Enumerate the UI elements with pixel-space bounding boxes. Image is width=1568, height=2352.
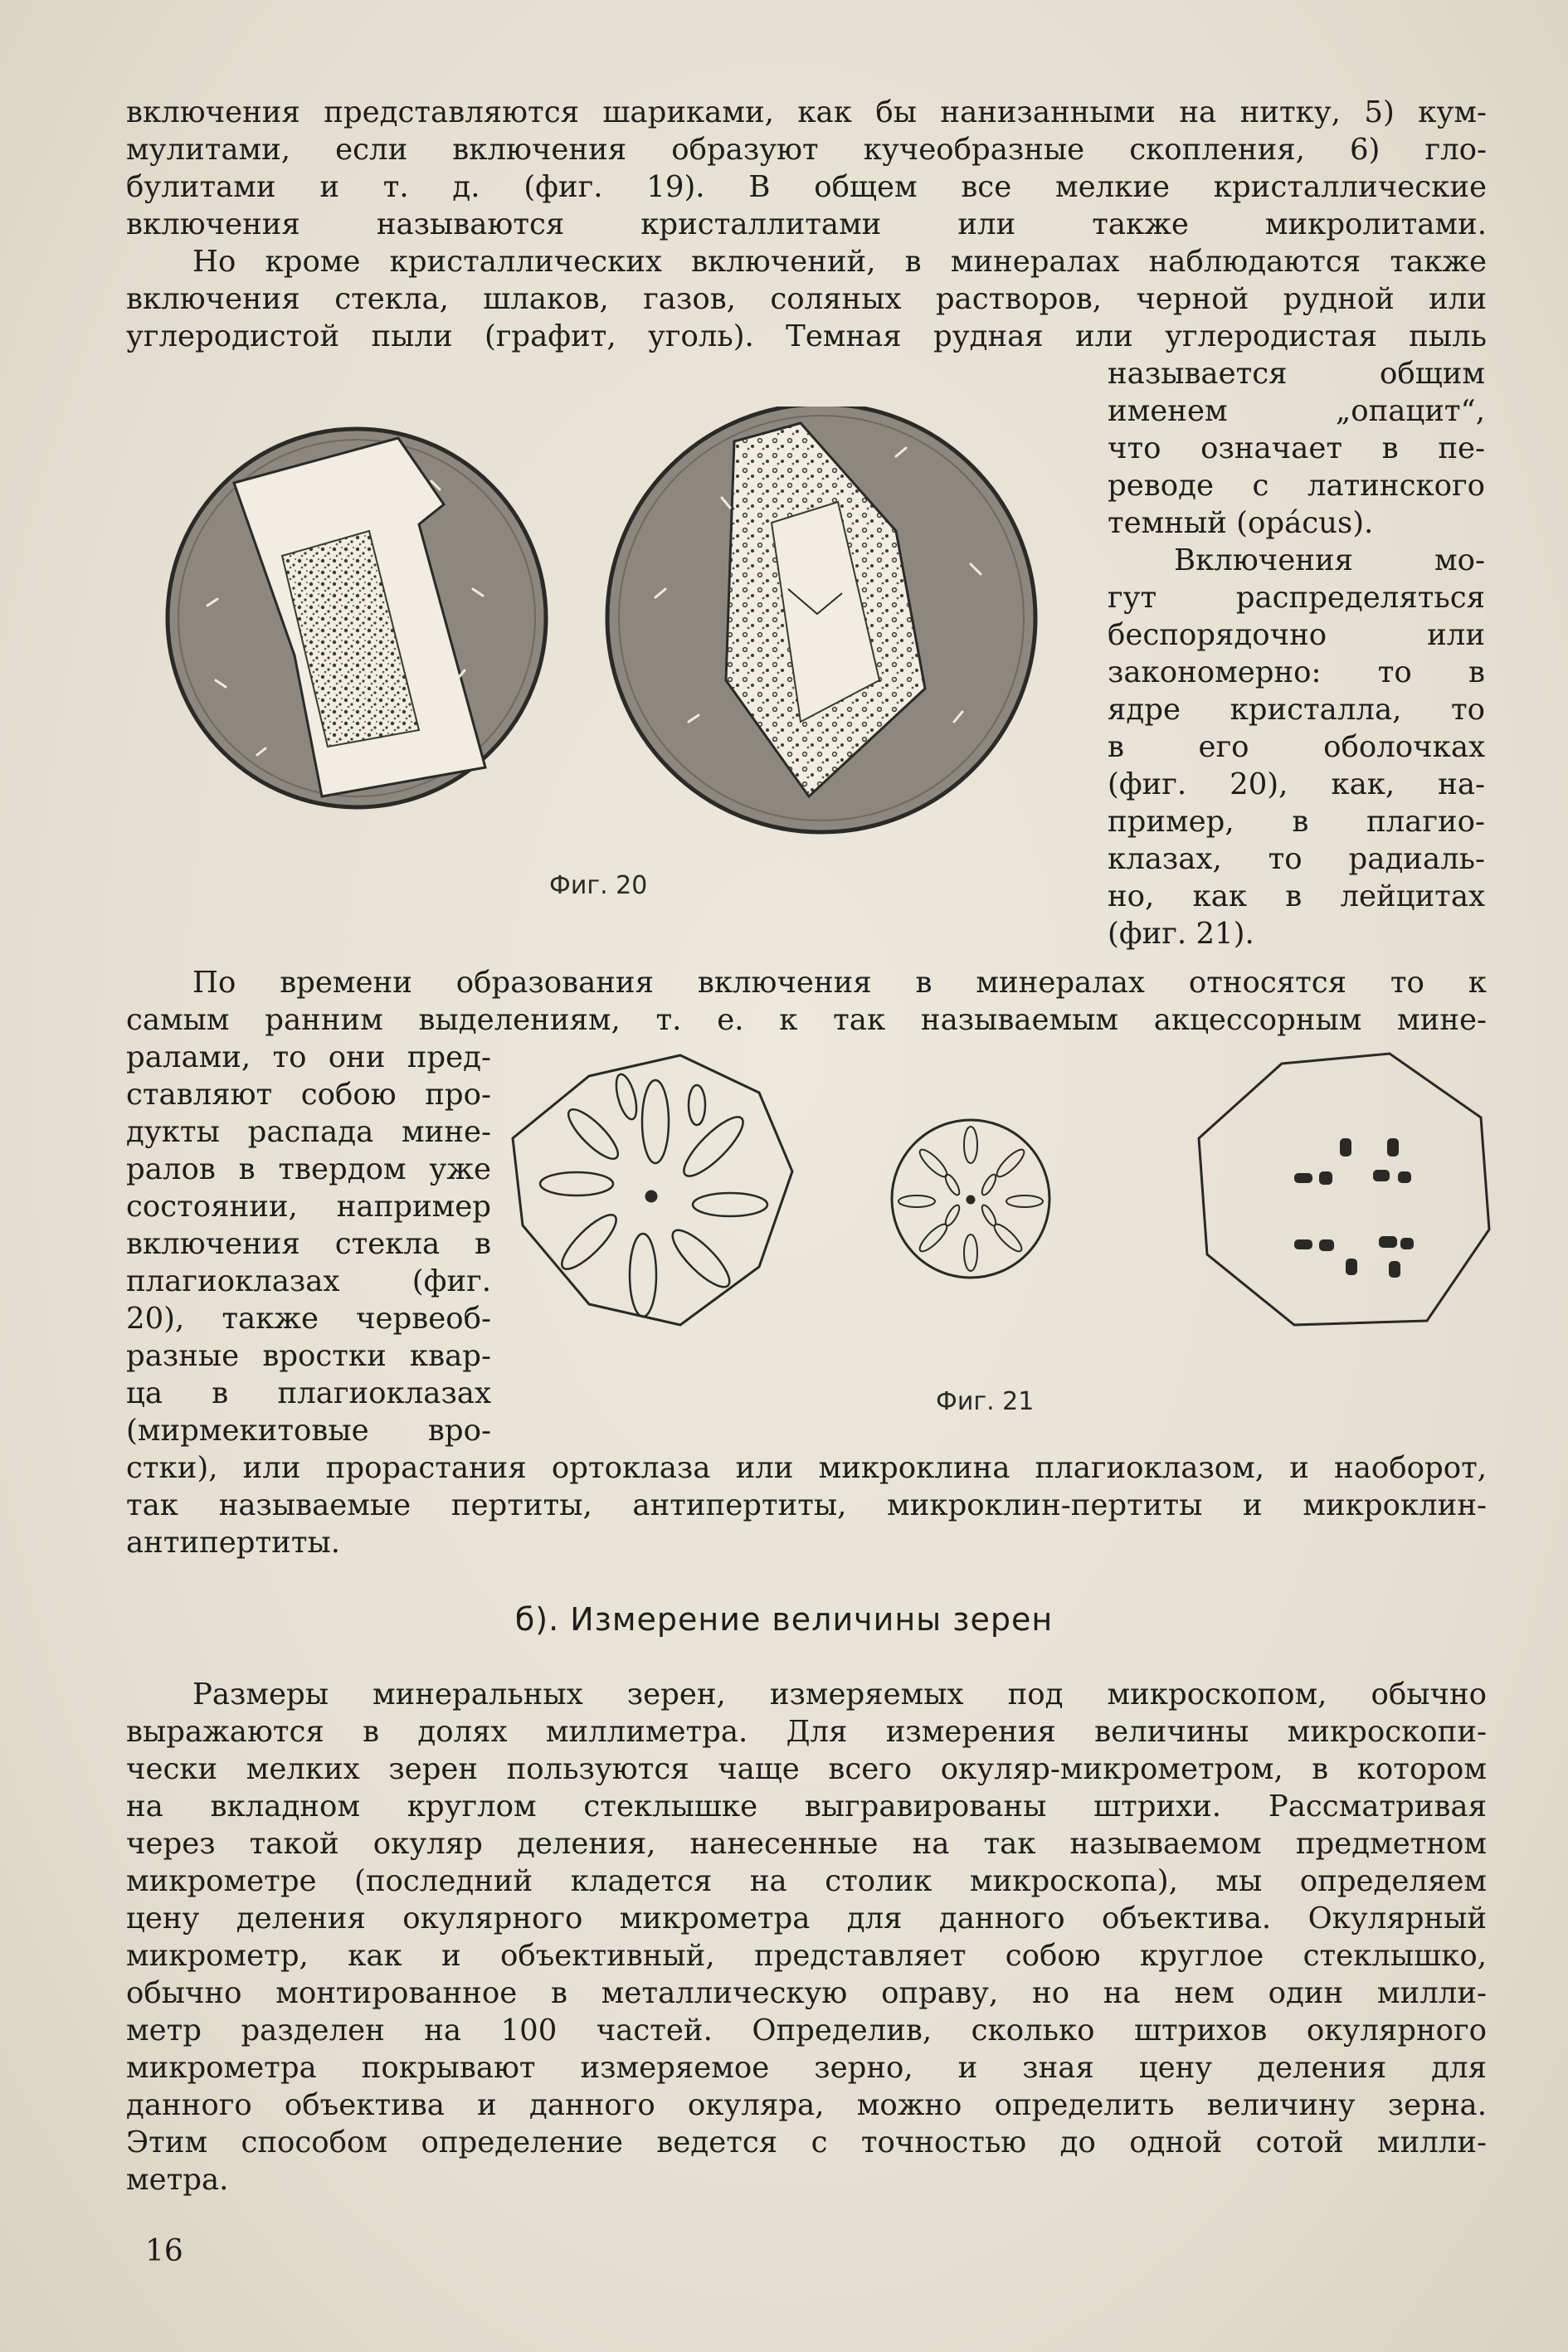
figure-20-caption: Фиг. 20 (549, 871, 648, 900)
text-line: в его оболочках (1108, 730, 1485, 764)
text-line: реводе с латинского (1108, 469, 1485, 503)
text-line: но, как в лейцитах (1108, 879, 1485, 913)
text-line: клазах, то радиаль- (1108, 842, 1485, 876)
text-line: выражаются в долях миллиметра. Для измерения величины микроскопи- (126, 1715, 1487, 1749)
text-line: микрометре (последний кладется на столик микроскопа), мы определяем (126, 1864, 1487, 1898)
leucite-round-grain (892, 1120, 1049, 1278)
paragraph-1 (126, 94, 1487, 243)
text-line: микрометра покрывают измеряемое зерно, и зная цену деления для (126, 2051, 1487, 2085)
leucite-octagon-cross (1199, 1054, 1489, 1325)
text-line: ядре кристалла, то (1108, 693, 1485, 727)
text-line: включения представляются шариками, как бы нанизанными на нитку, 5) кум- (126, 95, 1487, 129)
text-line: ставляют собою про- (126, 1078, 491, 1112)
text-line: Размеры минеральных зерен, измеряемых под микроскопом, обычно (192, 1678, 1487, 1712)
text-line: (фиг. 21). (1108, 917, 1254, 951)
text-line: что означает в пе- (1108, 431, 1485, 465)
text-line: антипертиты. (126, 1526, 340, 1560)
figure-21-caption: Фиг. 21 (936, 1387, 1035, 1416)
text-line: данного объектива и данного окуляра, можно определить величину зерна. (126, 2088, 1487, 2122)
text-line: состоянии, например (126, 1190, 491, 1224)
text-line: так называемые пертиты, антипертиты, микроклин-пертиты и микроклин- (126, 1488, 1487, 1522)
text-line: называется общим (1108, 357, 1485, 391)
text-line: включения стекла в (126, 1227, 491, 1261)
paragraph-4 (126, 1676, 1487, 2199)
text-line: именем „опацит“, (1108, 394, 1485, 428)
text-line: По времени образования включения в минералах относятся то к (192, 966, 1487, 1000)
text-line: беспорядочно или (1108, 618, 1485, 652)
paragraph-3-continued (126, 1449, 1487, 1561)
text-line: плагиоклазах (фиг. (126, 1264, 491, 1298)
text-line: обычно монтированное в металлическую оправу, но на нем один милли- (126, 1976, 1487, 2010)
micrograph-zoned-crystal-right (607, 407, 1035, 832)
text-line: дукты распада мине- (126, 1115, 491, 1149)
figure-20-illustration (158, 407, 1087, 838)
text-line: метр разделен на 100 частей. Определив, сколько штрихов окулярного (126, 2014, 1487, 2048)
text-line: мулитами, если включения образуют кучеобразные скопления, 6) гло- (126, 133, 1487, 167)
figure-21-illustration (506, 1047, 1502, 1379)
text-line: цену деления окулярного микрометра для данного объектива. Окулярный (126, 1902, 1487, 1936)
text-line: включения стекла, шлаков, газов, соляных растворов, черной рудной или (126, 282, 1487, 316)
paragraph-2 (126, 243, 1487, 355)
text-line: через такой окуляр деления, нанесенные на так называемом предметном (126, 1827, 1487, 1861)
text-line: ралов в твердом уже (126, 1152, 491, 1186)
text-line: включения называются кристаллитами или также микролитами. (126, 207, 1487, 241)
text-line: самым ранним выделениям, т. е. к так называемым акцессорным мине- (126, 1003, 1487, 1037)
section-heading: б). Измерение величины зерен (514, 1601, 1054, 1638)
text-line: закономерно: то в (1108, 655, 1485, 689)
text-line: (фиг. 20), как, на- (1108, 767, 1485, 801)
text-line: микрометр, как и объективный, представляет собою круглое стеклышко, (126, 1939, 1487, 1973)
text-line: стки), или прорастания ортоклаза или микроклина плагиоклазом, и наоборот, (126, 1451, 1487, 1485)
leucite-octagon-radial (513, 1055, 792, 1325)
text-line: булитами и т. д. (фиг. 19). В общем все мелкие кристаллические (126, 170, 1487, 204)
paragraph-3 (126, 964, 1487, 1039)
text-line: ца в плагиоклазах (126, 1376, 491, 1410)
text-line: пример, в плагио- (1108, 805, 1485, 839)
page-number: 16 (145, 2234, 183, 2268)
text-line: Включения мо- (1174, 543, 1485, 577)
micrograph-zoned-crystal-left (168, 429, 546, 807)
text-line: (мирмекитовые вро- (126, 1414, 491, 1448)
paragraph-3-side-column (126, 1039, 491, 1449)
text-line: ралами, то они пред- (126, 1040, 491, 1074)
text-line: на вкладном круглом стеклышке выгравированы штрихи. Рассматривая (126, 1790, 1487, 1824)
text-line: темный (opácus). (1108, 506, 1374, 540)
text-line: метра. (126, 2163, 229, 2197)
paragraph-2-side-column (1108, 355, 1485, 952)
text-line: 20), также червеоб- (126, 1302, 491, 1336)
text-line: Этим способом определение ведется с точностью до одной сотой милли- (126, 2126, 1487, 2160)
text-line: углеродистой пыли (графит, уголь). Темная рудная или углеродистая пыль (126, 319, 1487, 353)
text-line: чески мелких зерен пользуются чаще всего окуляр-микрометром, в котором (126, 1752, 1487, 1786)
text-line: Но кроме кристаллических включений, в минералах наблюдаются также (192, 245, 1487, 279)
text-line: разные вростки квар- (126, 1339, 491, 1373)
text-line: гут распределяться (1108, 581, 1485, 615)
